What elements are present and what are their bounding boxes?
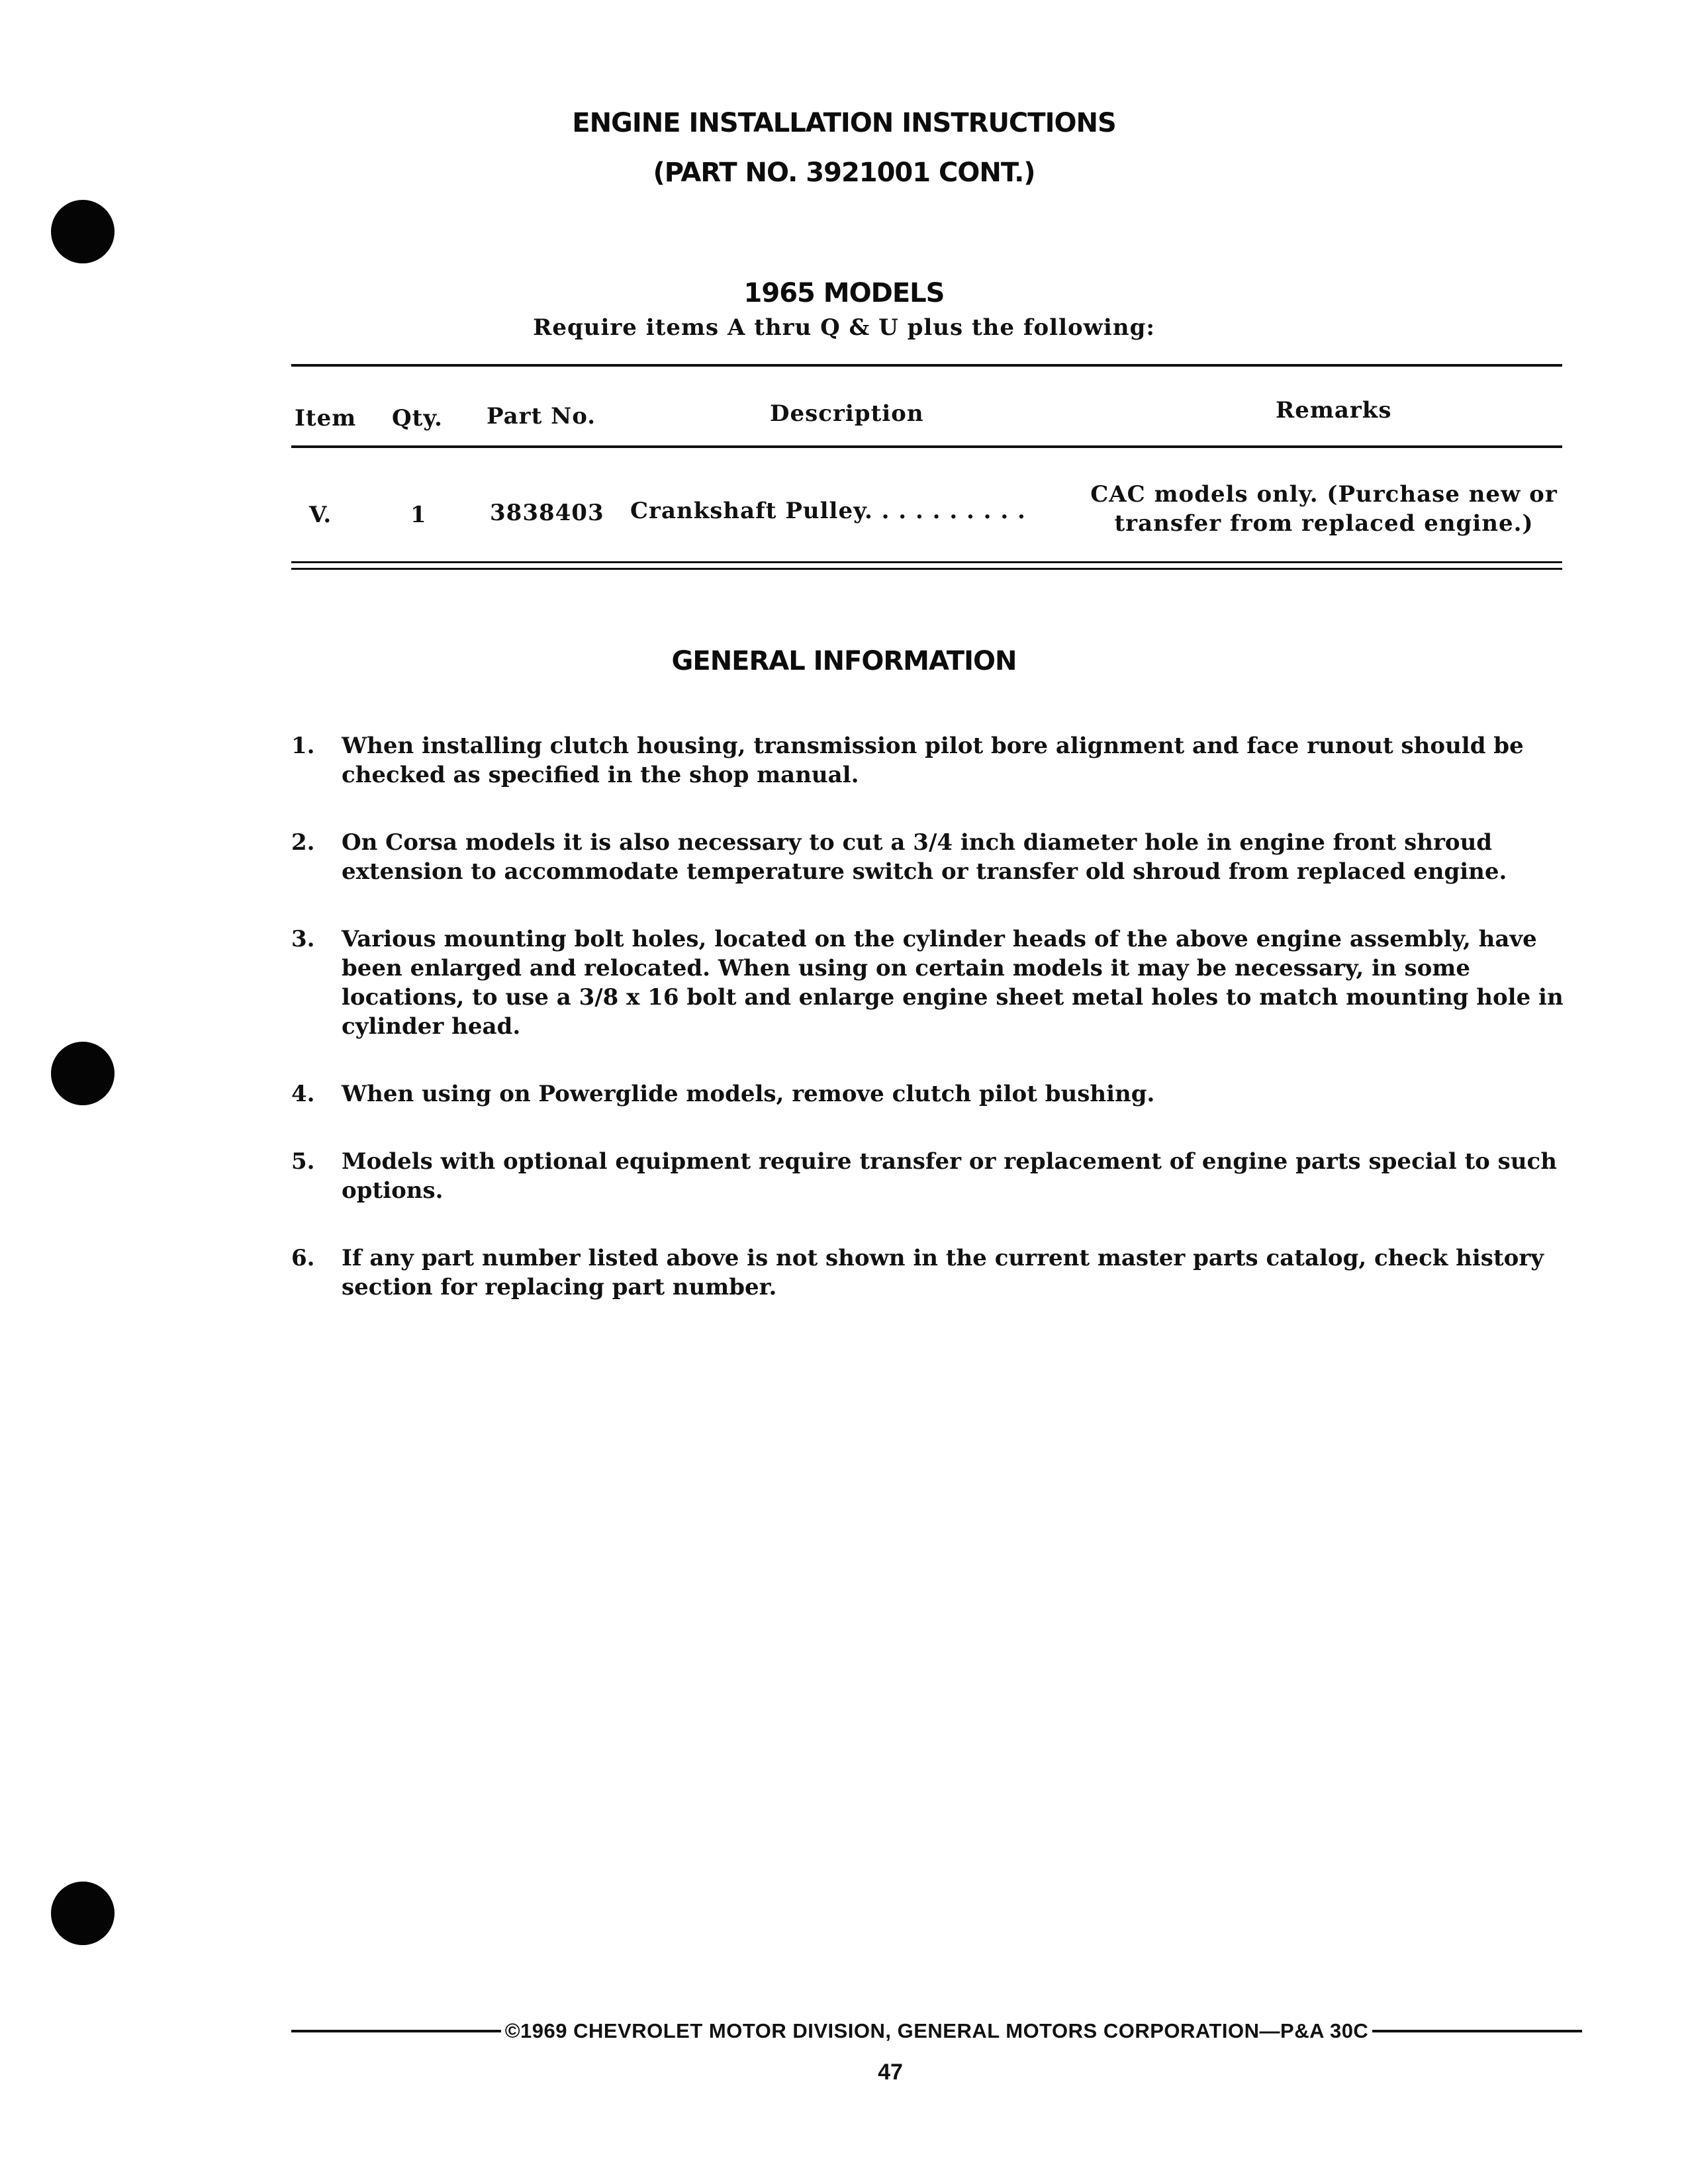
column-header-qty: Qty. [392, 405, 444, 432]
row-description: Crankshaft Pulley. . . . . . . . . . [630, 498, 1026, 524]
table-bottom-rule [291, 561, 1562, 563]
list-item-text: If any part number listed above is not shown in the current master parts catalog, check history section for replacing part number. [342, 1245, 1544, 1300]
list-item-number: 1. [291, 733, 315, 759]
column-header-description: Description [770, 400, 924, 427]
general-information-list [291, 731, 1569, 1302]
footer-rule-right [1372, 2030, 1582, 2032]
row-remarks-line-1: CAC models only. (Purchase new or [1090, 481, 1558, 508]
list-item [291, 731, 1569, 790]
list-item-number: 6. [291, 1245, 315, 1271]
row-item: V. [309, 502, 332, 528]
list-item-text: On Corsa models it is also necessary to cut a 3/4 inch diameter hole in engine front shroud extension to accommodate temperature switch or transfer old shroud from replaced engine. [342, 829, 1507, 885]
list-item [291, 828, 1569, 886]
list-item-number: 4. [291, 1081, 315, 1107]
binder-hole-top [51, 200, 115, 263]
list-item-text: When using on Powerglide models, remove clutch pilot bushing. [342, 1081, 1155, 1107]
row-part-no: 3838403 [490, 500, 604, 526]
binder-hole-middle [51, 1042, 115, 1105]
models-heading: 1965 MODELS [743, 278, 945, 308]
list-item [291, 925, 1569, 1041]
part-number-line: (PART NO. 3921001 CONT.) [653, 158, 1035, 188]
footer-copyright: ©1969 CHEVROLET MOTOR DIVISION, GENERAL MOTORS CORPORATION—P&A 30C [504, 2019, 1369, 2042]
row-remarks-line-2: transfer from replaced engine.) [1114, 510, 1534, 537]
table-top-rule [291, 364, 1562, 367]
page-title: ENGINE INSTALLATION INSTRUCTIONS [572, 108, 1116, 138]
table-header-rule [291, 445, 1562, 448]
list-item [291, 1147, 1569, 1205]
list-item [291, 1244, 1569, 1302]
list-item-text: Models with optional equipment require transfer or replacement of engine parts special to such options. [342, 1148, 1557, 1204]
column-header-item: Item [295, 405, 357, 432]
models-subheading: Require items A thru Q & U plus the following: [533, 314, 1155, 341]
list-item-number: 2. [291, 829, 315, 856]
page-number: 47 [878, 2060, 903, 2085]
list-item-text: When installing clutch housing, transmission pilot bore alignment and face runout should be checked as specified in the shop manual. [342, 733, 1524, 788]
list-item-number: 5. [291, 1148, 315, 1175]
list-item [291, 1079, 1569, 1109]
column-header-part-no: Part No. [487, 403, 596, 430]
footer-copyright-line [291, 2019, 1582, 2043]
table-bottom-rule-double [291, 568, 1562, 570]
general-information-heading: GENERAL INFORMATION [671, 646, 1017, 676]
footer-rule-left [291, 2030, 501, 2032]
list-item-text: Various mounting bolt holes, located on the cylinder heads of the above engine assembly, have been enlarged and relocated. When using on certain models it may be necessary, in some locations, to use a 3/8 x 16 bolt and enlarge engine sheet metal holes to match mounting hole in cylinder head. [342, 926, 1564, 1040]
row-qty: 1 [410, 502, 427, 528]
list-item-number: 3. [291, 926, 315, 952]
binder-hole-bottom [51, 1882, 115, 1945]
column-header-remarks: Remarks [1276, 397, 1392, 424]
row-remarks [1086, 480, 1562, 538]
